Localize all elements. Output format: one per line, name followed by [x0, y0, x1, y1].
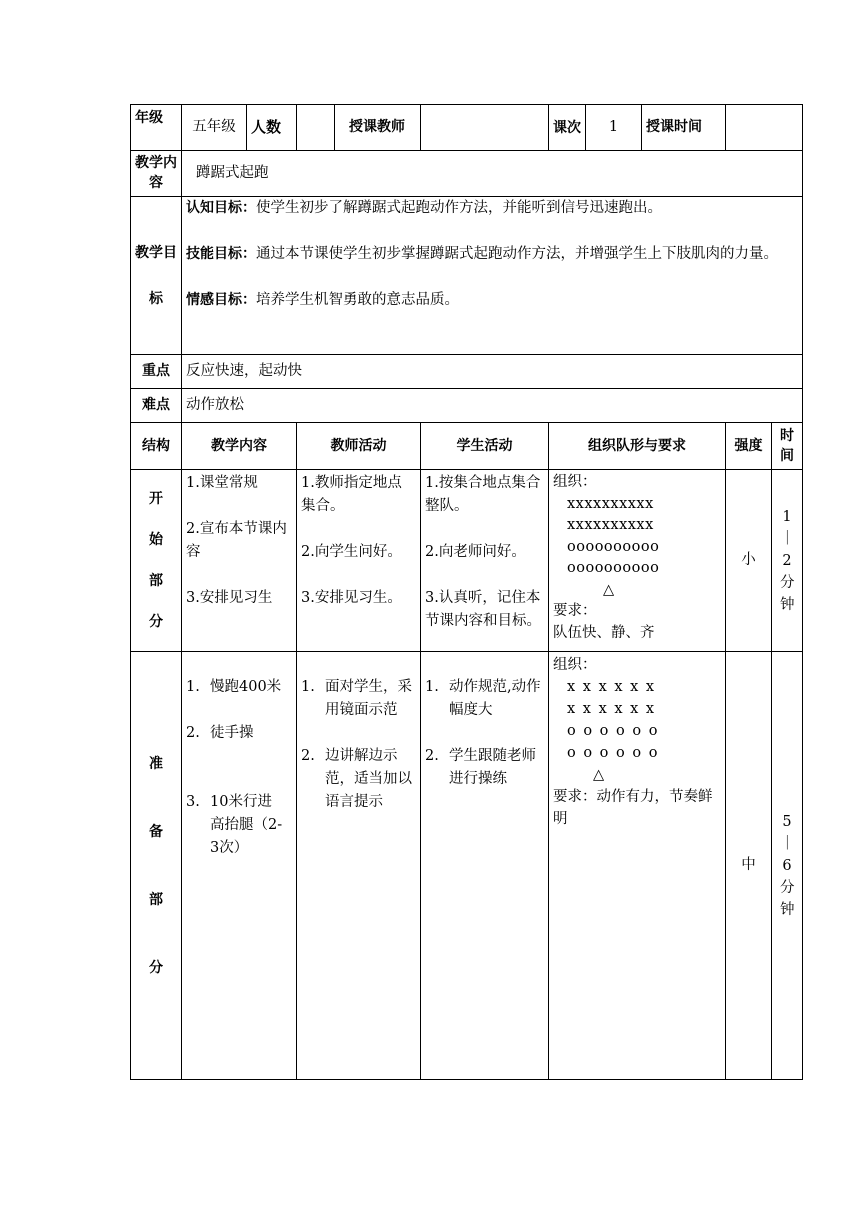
lesson-plan-sheet: [130, 104, 802, 1080]
teacher-marker: △: [593, 767, 605, 783]
section-start-intensity: 小: [726, 470, 772, 652]
key-point-value: 反应快速，起动快: [182, 355, 803, 389]
skill-objective: [186, 243, 798, 266]
content-value: 蹲踞式起跑: [182, 151, 803, 197]
time-label: 授课时间: [642, 105, 726, 151]
difficulty-value: 动作放松: [182, 389, 803, 423]
list-item: 1.课堂常规: [186, 475, 258, 491]
list-item: 3.安排见习生: [186, 590, 273, 606]
org-label: 组织：: [553, 474, 597, 490]
lesson-value: 1: [586, 105, 642, 151]
col-student: 学生活动: [421, 423, 549, 470]
section-prep-name: 准备部分: [131, 652, 182, 1080]
section-prep-teacher: [297, 652, 421, 1080]
col-teacher: 教师活动: [297, 423, 421, 470]
difficulty-row: [131, 389, 803, 423]
teacher-label: 授课教师: [335, 105, 421, 151]
objectives-label: 教学目标: [131, 197, 182, 355]
req-label: 要求：: [553, 603, 597, 619]
cognitive-text: 使学生初步了解蹲踞式起跑动作方法，并能听到信号迅速跑出。: [256, 200, 662, 216]
section-start-row: [131, 470, 803, 652]
list-item: 3.认真听，记住本节课内容和目标。: [425, 590, 541, 629]
formation-row: x x x x x x: [567, 701, 655, 717]
list-item: 2. 学生跟随老师进行操练: [425, 748, 536, 787]
key-point-label: 重点: [131, 355, 182, 389]
formation-row: xxxxxxxxxx: [567, 517, 654, 533]
cognitive-objective: [186, 197, 798, 220]
formation-row: o o o o o o: [567, 723, 658, 739]
count-value: [297, 105, 335, 151]
req-text: 动作有力，节奏鲜明: [553, 789, 713, 827]
list-item: 1. 慢跑400米: [186, 679, 282, 695]
objectives-body: [182, 197, 803, 355]
skill-text: 通过本节课使学生初步掌握蹲踞式起跑动作方法，并增强学生上下肢肌肉的力量。: [256, 246, 778, 262]
org-label: 组织：: [553, 657, 597, 673]
req-text: 队伍快、静、齐: [553, 624, 655, 641]
time-value: [726, 105, 803, 151]
key-point-row: [131, 355, 803, 389]
list-item: 1.按集合地点集合整队。: [425, 475, 541, 514]
col-content: 教学内容: [182, 423, 297, 470]
list-item: 2. 边讲解边示范，适当加以语言提示: [301, 748, 412, 810]
list-item: 3.安排见习生。: [301, 590, 402, 606]
emotion-label: 情感目标：: [186, 292, 256, 308]
section-start-student: [421, 470, 549, 652]
section-start-time: 1｜2分钟: [772, 470, 803, 652]
section-prep-intensity: 中: [726, 652, 772, 1080]
section-start-formation: [549, 470, 726, 652]
req-line: [553, 786, 721, 830]
formation-row: xxxxxxxxxx: [567, 495, 654, 512]
content-row: [131, 151, 803, 197]
col-structure: 结构: [131, 423, 182, 470]
formation-row: x x x x x x: [567, 679, 655, 695]
grade-value: 五年级: [182, 105, 247, 151]
col-time: 时间: [772, 423, 803, 470]
teacher-value: [421, 105, 549, 151]
lesson-plan-table: [130, 104, 803, 1080]
columns-header-row: [131, 423, 803, 470]
section-prep-time: 5｜6分钟: [772, 652, 803, 1080]
section-prep-formation: [549, 652, 726, 1080]
grade-label: 年级: [131, 105, 182, 151]
list-item: 2. 徒手操: [186, 725, 254, 741]
skill-label: 技能目标：: [186, 246, 256, 262]
list-item: 2.向老师问好。: [425, 544, 526, 560]
list-item: 2.向学生问好。: [301, 544, 402, 560]
count-label: 人数: [247, 105, 297, 151]
col-intensity: 强度: [726, 423, 772, 470]
lesson-label: 课次: [549, 105, 586, 151]
header-row: [131, 105, 803, 151]
req-label: 要求：: [553, 789, 597, 805]
cognitive-label: 认知目标：: [186, 200, 256, 216]
section-prep-student: [421, 652, 549, 1080]
formation-row: oooooooooo: [567, 560, 660, 576]
formation-row: oooooooooo: [567, 538, 660, 555]
col-formation: 组织队形与要求: [549, 423, 726, 470]
list-item: 3. 10米行进高抬腿（2-3次）: [186, 794, 283, 856]
section-prep-row: [131, 652, 803, 1080]
content-label: 教学内容: [131, 151, 182, 197]
list-item: 1. 动作规范,动作幅度大: [425, 679, 541, 718]
list-item: 1. 面对学生，采用镜面示范: [301, 679, 412, 718]
section-start-teacher: [297, 470, 421, 652]
section-start-content: [182, 470, 297, 652]
objectives-row: [131, 197, 803, 355]
section-prep-content: [182, 652, 297, 1080]
teacher-marker: △: [603, 581, 615, 598]
emotion-text: 培养学生机智勇敢的意志品质。: [256, 292, 459, 308]
list-item: 1.教师指定地点集合。: [301, 475, 402, 514]
emotion-objective: [186, 289, 798, 312]
section-start-name: 开始部分: [131, 470, 182, 652]
list-item: 2.宣布本节课内容: [186, 521, 287, 560]
formation-row: o o o o o o: [567, 745, 658, 761]
difficulty-label: 难点: [131, 389, 182, 423]
